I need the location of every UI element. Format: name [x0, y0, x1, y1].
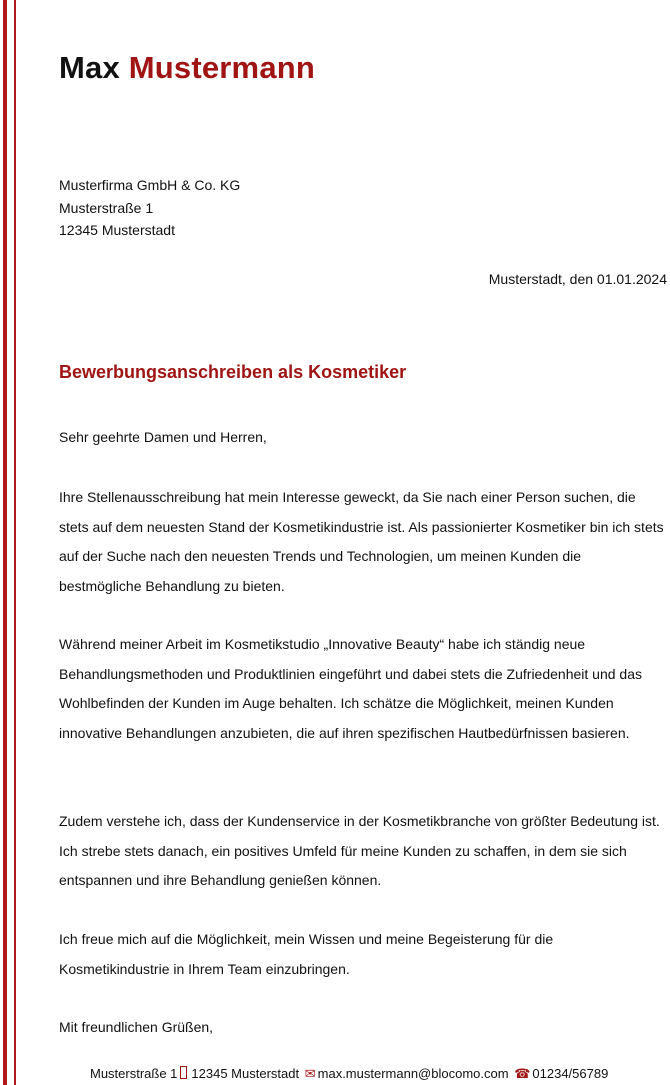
recipient-city: 12345 Musterstadt [59, 222, 175, 238]
date-line: Musterstadt, den 01.01.2024 [488, 271, 667, 287]
phone-icon: ☎ [514, 1066, 531, 1081]
accent-bar-thin [14, 0, 16, 1085]
body-paragraph-1: Ihre Stellenausschreibung hat mein Interesse geweckt, da Sie nach einer Person suchen, die stets auf dem neuesten Stand der Kosmetikindustrie ist. Als passionierter Kosmetiker bin ich stets auf der Suche nach den neuesten Trends und Technologien, um meinen Kunden die bestmögliche Behandlung zu bieten. [59, 489, 664, 594]
footer-city: 12345 Musterstadt [191, 1066, 300, 1081]
body-paragraph-2: Während meiner Arbeit im Kosmetikstudio „Innovative Beauty“ habe ich ständig neue Behandlungsmethoden und Produktlinien eingeführt und dabei stets die Zufriedenheit und das Wohlbefinden der Kunden im Auge behalten. Ich schätze die Möglichkeit, meinen Kunden innovative Behandlungen anzubieten, die auf ihren spezifischen Hautbedürfnissen basieren. [59, 636, 642, 741]
recipient-company: Musterfirma GmbH & Co. KG [59, 177, 241, 193]
letter-subject: Bewerbungsanschreiben als Kosmetiker [59, 362, 407, 382]
body-paragraph-4: Ich freue mich auf die Möglichkeit, mein Wissen und meine Begeisterung für die Kosmetikindustrie in Ihrem Team einzubringen. [59, 931, 554, 977]
closing: Mit freundlichen Grüßen, [59, 1019, 214, 1035]
first-name: Max [59, 50, 120, 85]
body-paragraph-3: Zudem verstehe ich, dass der Kundenservice in der Kosmetikbranche von größter Bedeutung ist. Ich strebe stets danach, ein positives Umfeld für meine Kunden zu schaffen, in dem sie sich entspannen und ihre Behandlung genießen können. [59, 813, 660, 888]
footer-email[interactable]: max.mustermann@blocomo.com [317, 1066, 509, 1081]
last-name: Mustermann [128, 50, 316, 85]
footer-street: Musterstraße 1 [90, 1066, 178, 1081]
accent-bar-thick [3, 0, 7, 1085]
sender-name [59, 50, 315, 86]
mail-icon: ✉ [304, 1066, 316, 1081]
footer-phone[interactable]: 01234/56789 [532, 1066, 609, 1081]
recipient-address [59, 174, 240, 242]
recipient-street: Musterstraße 1 [59, 199, 154, 216]
footer-contact [90, 1066, 608, 1082]
location-icon [180, 1066, 187, 1079]
salutation: Sehr geehrte Damen und Herren, [59, 429, 267, 445]
